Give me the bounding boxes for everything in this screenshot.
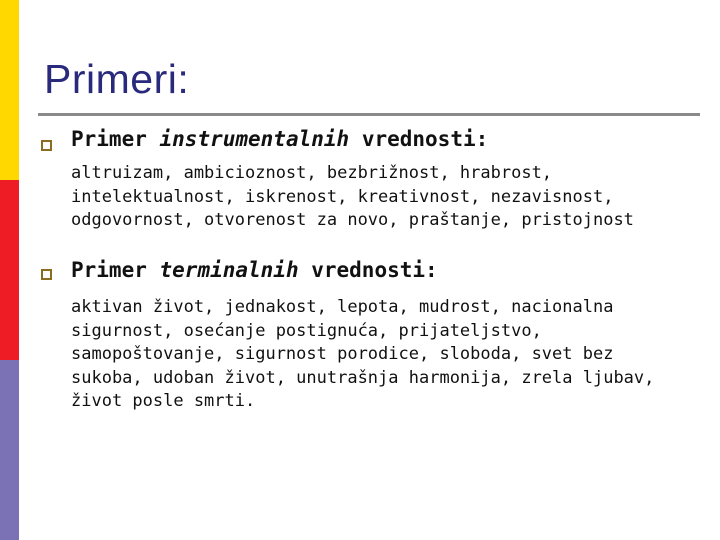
title-divider xyxy=(38,113,700,116)
section-terminal-heading xyxy=(71,258,438,282)
bullet-square-icon xyxy=(41,269,52,280)
instrumental-values-text xyxy=(71,162,701,233)
left-accent-bar xyxy=(0,0,19,540)
text-line: intelektualnost, iskrenost, kreativnost, nezavisnost, xyxy=(71,186,614,207)
section-instrumental-heading xyxy=(71,127,488,151)
text-line: aktivan život, jednakost, lepota, mudrost, nacionalna xyxy=(71,297,614,317)
heading-prefix: Primer xyxy=(71,258,160,282)
slide-title: Primeri: xyxy=(44,56,190,102)
heading-suffix: vrednosti: xyxy=(349,127,489,151)
text-line: sigurnost, osećanje postignuća, prijateljstvo, xyxy=(71,320,542,341)
text-line: sukoba, udoban život, unutrašnja harmonija, zrela ljubav, xyxy=(71,367,655,388)
heading-suffix: vrednosti: xyxy=(298,258,438,282)
accent-bar-yellow xyxy=(0,0,19,180)
accent-bar-red xyxy=(0,180,19,360)
text-line: altruizam, ambicioznost, bezbrižnost, hrabrost, xyxy=(71,163,553,183)
text-line: samopoštovanje, sigurnost porodice, sloboda, svet bez xyxy=(71,344,614,364)
accent-bar-blue xyxy=(0,360,19,540)
heading-emphasis: instrumentalnih xyxy=(159,127,350,151)
terminal-values-text xyxy=(71,296,701,414)
bullet-square-icon xyxy=(41,140,52,151)
text-line: odgovornost, otvorenost za novo, praštanje, pristojnost xyxy=(71,210,634,230)
heading-emphasis: terminalnih xyxy=(159,258,299,282)
text-line: život posle smrti. xyxy=(71,391,256,411)
heading-prefix: Primer xyxy=(71,127,160,151)
